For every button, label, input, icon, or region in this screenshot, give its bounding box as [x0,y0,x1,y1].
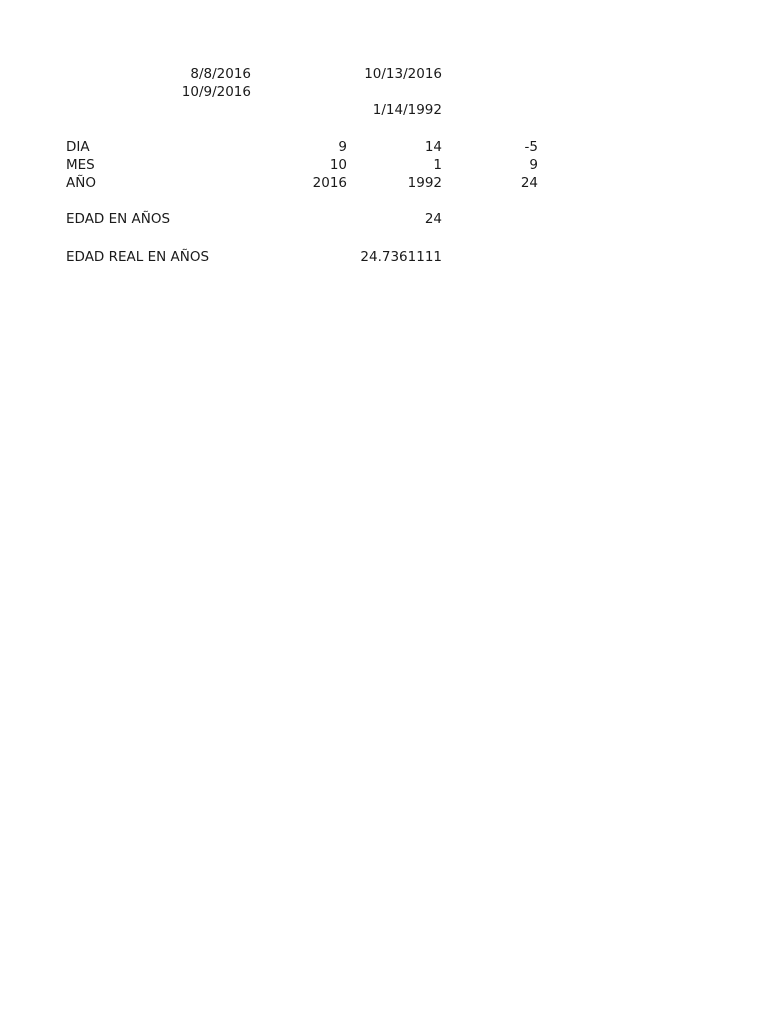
label-edad-real: EDAD REAL EN AÑOS [66,249,210,265]
cell-edad-real-value: 24.7361111 [360,249,442,265]
cell-dia-birth: 14 [424,139,442,155]
cell-ano-diff: 24 [520,175,538,191]
cell-dia-diff: -5 [524,139,538,155]
cell-mes-diff: 9 [529,157,538,173]
cell-date-10-13-2016: 10/13/2016 [364,66,442,82]
cell-mes-current: 10 [329,157,347,173]
cell-ano-birth: 1992 [407,175,442,191]
cell-date-8-8-2016: 8/8/2016 [190,66,251,82]
label-mes: MES [66,157,95,173]
cell-mes-birth: 1 [433,157,442,173]
cell-date-1-14-1992: 1/14/1992 [372,102,442,118]
cell-dia-current: 9 [338,139,347,155]
label-edad: EDAD EN AÑOS [66,211,171,227]
cell-date-10-9-2016: 10/9/2016 [181,84,251,100]
cell-ano-current: 2016 [312,175,347,191]
label-ano: AÑO [66,175,96,191]
cell-edad-value: 24 [424,211,442,227]
label-dia: DIA [66,139,90,155]
